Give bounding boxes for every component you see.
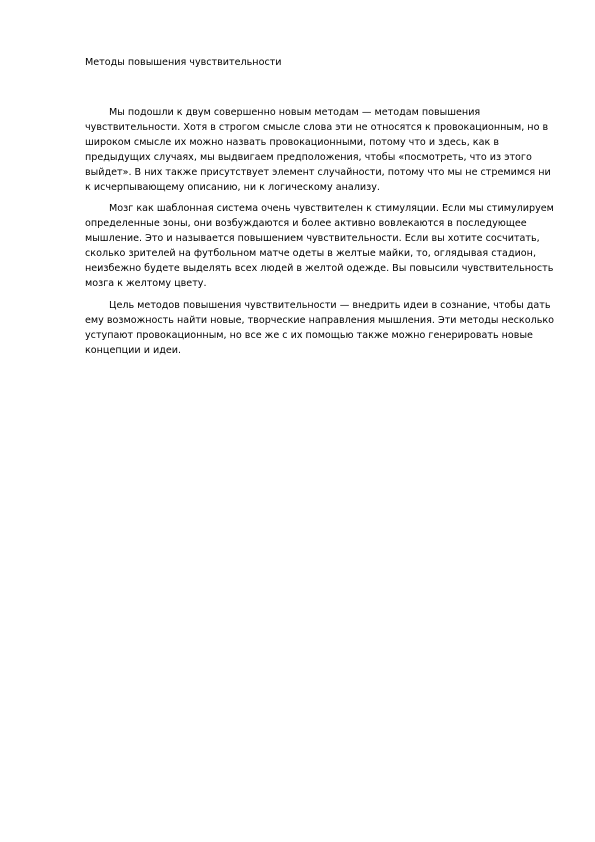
document-title: Методы повышения чувствительности bbox=[85, 57, 282, 68]
paragraph-3: Цель методов повышения чувствительности — внедрить идеи в сознание, чтобы дать ему возможность найти новые, творческие направления мышления. Эти методы несколько уступают провокационным, но все же с их помощью также можно генерировать новые концепции и идеи. bbox=[85, 299, 555, 356]
document-body bbox=[85, 106, 555, 366]
paragraph-2: Мозг как шаблонная система очень чувствителен к стимуляции. Если мы стимулируем определенные зоны, они возбуждаются и более активно вовлекаются в последующее мышление. Это и называется повышением чувствительности. Если вы хотите сосчитать, сколько зрителей на футбольном матче одеты в желтые майки, то, оглядывая стадион, неизбежно будете выделять всех людей в желтой одежде. Вы повысили чувствительность мозга к желтому цвету. bbox=[85, 203, 554, 289]
paragraph-1: Мы подошли к двум совершенно новым методам — методам повышения чувствительности. Хотя в строгом смысле слова эти не относятся к провокационным, но в широком смысле их можно назвать провокационными, потому что и здесь, как в предыдущих случаях, мы выдвигаем предположения, чтобы «посмотреть, что из этого выйдет». В них также присутствует элемент случайности, потому что мы не стремимся ни к исчерпывающему описанию, ни к логическому анализу. bbox=[85, 107, 551, 193]
